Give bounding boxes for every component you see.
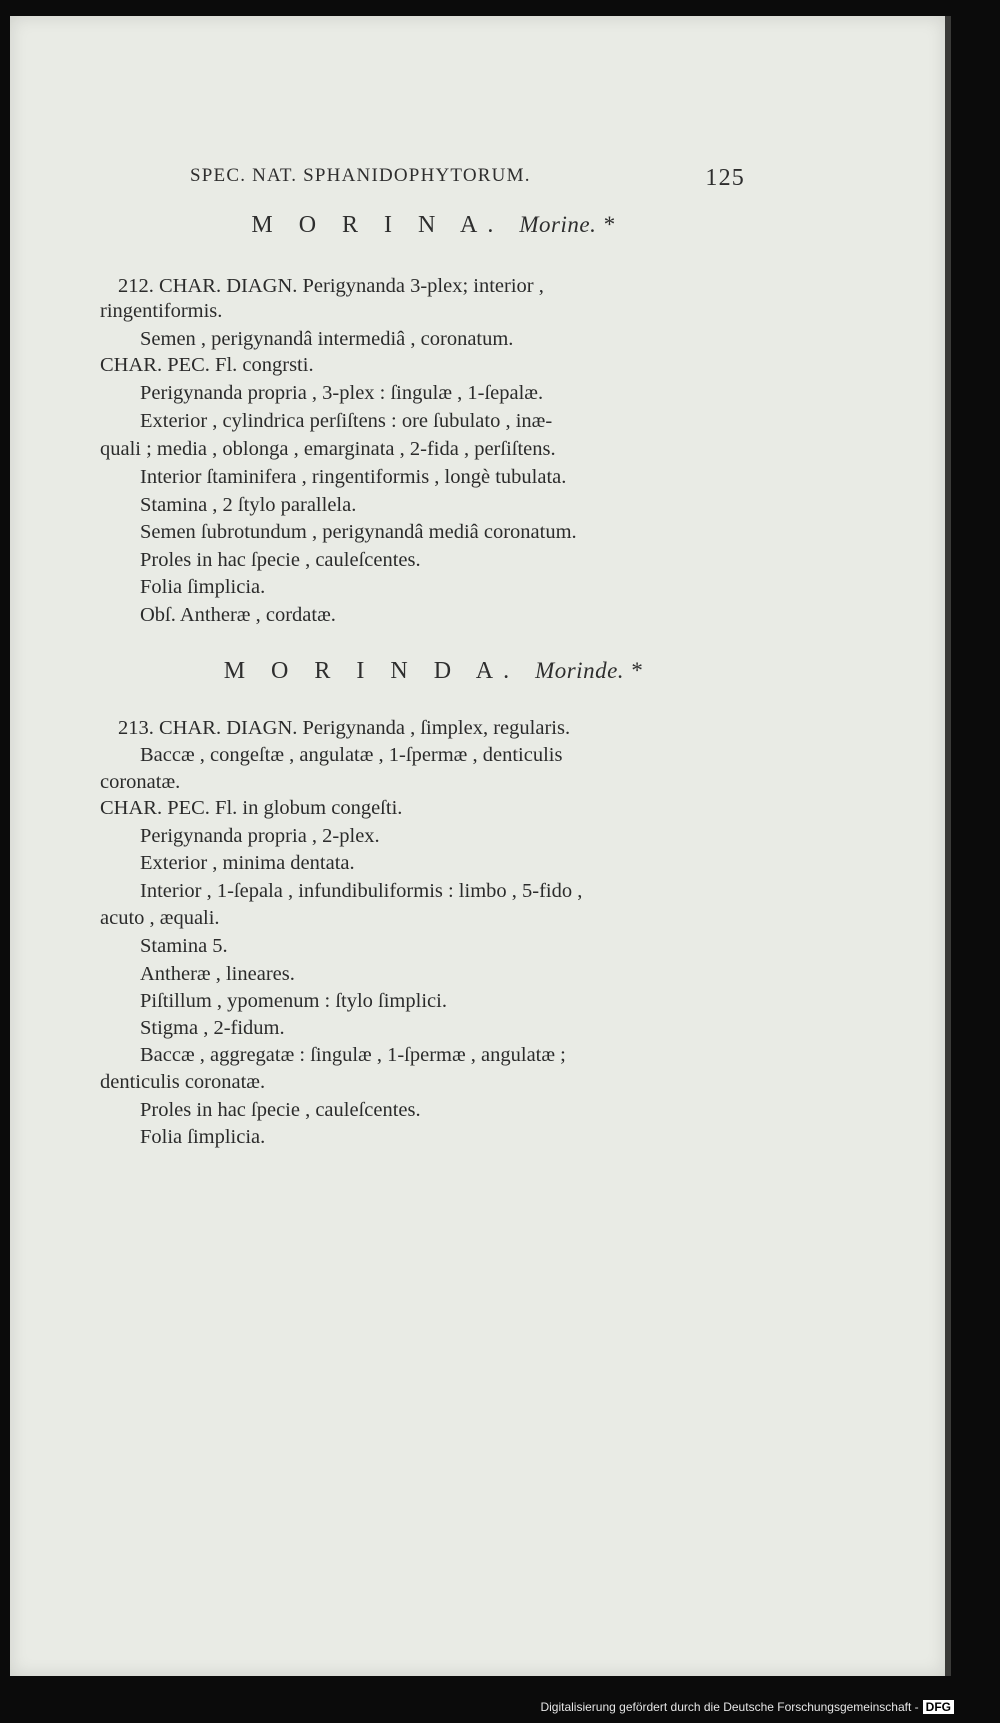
text-line: Folia ſimplicia. <box>140 1126 266 1148</box>
genus-name: M O R I N D A. <box>223 658 520 684</box>
text-line: CHAR. PEC. Fl. in globum congeſti. <box>100 797 403 819</box>
text-line: Semen ſubrotundum , perigynandâ mediâ coronatum. <box>140 521 577 543</box>
text-line: Exterior , minima dentata. <box>140 852 355 874</box>
text-line: Antheræ , lineares. <box>140 963 295 985</box>
text-line: Obſ. Antheræ , cordatæ. <box>140 604 336 626</box>
text-line: 213. CHAR. DIAGN. Perigynanda , ſimplex, regularis. <box>118 717 571 739</box>
text-line: Stamina 5. <box>140 935 228 957</box>
text-line: Folia ſimplicia. <box>140 576 266 598</box>
text-line: 212. CHAR. DIAGN. Perigynanda 3-plex; interior , <box>118 275 544 297</box>
text-line: Stamina , 2 ſtylo parallela. <box>140 494 357 516</box>
page-number: 125 <box>705 165 745 191</box>
genus-vernacular: Morine. * <box>519 212 615 237</box>
text-line: CHAR. PEC. Fl. congrsti. <box>100 354 314 376</box>
text-line: quali ; media , oblonga , emarginata , 2-fida , perſiſtens. <box>100 438 556 460</box>
text-line: Proles in hac ſpecie , cauleſcentes. <box>140 549 421 571</box>
text-line: ringentiformis. <box>100 300 223 322</box>
text-line: Piſtillum , ypomenum : ſtylo ſimplici. <box>140 990 447 1012</box>
text-line: Baccæ , congeſtæ , angulatæ , 1-ſpermæ , denticulis <box>140 744 563 766</box>
running-title: SPEC. NAT. SPHANIDOPHYTORUM. <box>190 165 531 186</box>
text-line: Perigynanda propria , 3-plex : ſingulæ , 1-ſepalæ. <box>140 382 544 404</box>
dfg-logo: DFG <box>923 1700 954 1714</box>
text-line: Proles in hac ſpecie , cauleſcentes. <box>140 1099 421 1121</box>
genus-heading-morinda <box>118 656 748 686</box>
text-line: denticulis coronatæ. <box>100 1071 266 1093</box>
text-line: coronatæ. <box>100 771 181 793</box>
text-line: Exterior , cylindrica perſiſtens : ore ſubulato , inæ- <box>140 410 553 432</box>
genus-heading-morina <box>118 210 748 240</box>
book-page <box>10 16 945 1676</box>
text-line: Stigma , 2-fidum. <box>140 1017 285 1039</box>
text-line: Semen , perigynandâ intermediâ , coronatum. <box>140 328 514 350</box>
text-line: Perigynanda propria , 2-plex. <box>140 825 380 847</box>
genus-name: M O R I N A. <box>251 212 504 238</box>
genus-vernacular: Morinde. * <box>535 658 643 683</box>
book-spine-edge <box>945 16 951 1676</box>
digitization-footer <box>540 1700 954 1714</box>
text-line: Interior , 1-ſepala , infundibuliformis : limbo , 5-fido , <box>140 880 583 902</box>
text-line: Baccæ , aggregatæ : ſingulæ , 1-ſpermæ , angulatæ ; <box>140 1044 566 1066</box>
running-head <box>80 165 745 195</box>
text-line: Interior ſtaminifera , ringentiformis , longè tubulata. <box>140 466 567 488</box>
text-line: acuto , æquali. <box>100 907 220 929</box>
footer-text: Digitalisierung gefördert durch die Deutsche Forschungsgemeinschaft - <box>540 1700 919 1714</box>
